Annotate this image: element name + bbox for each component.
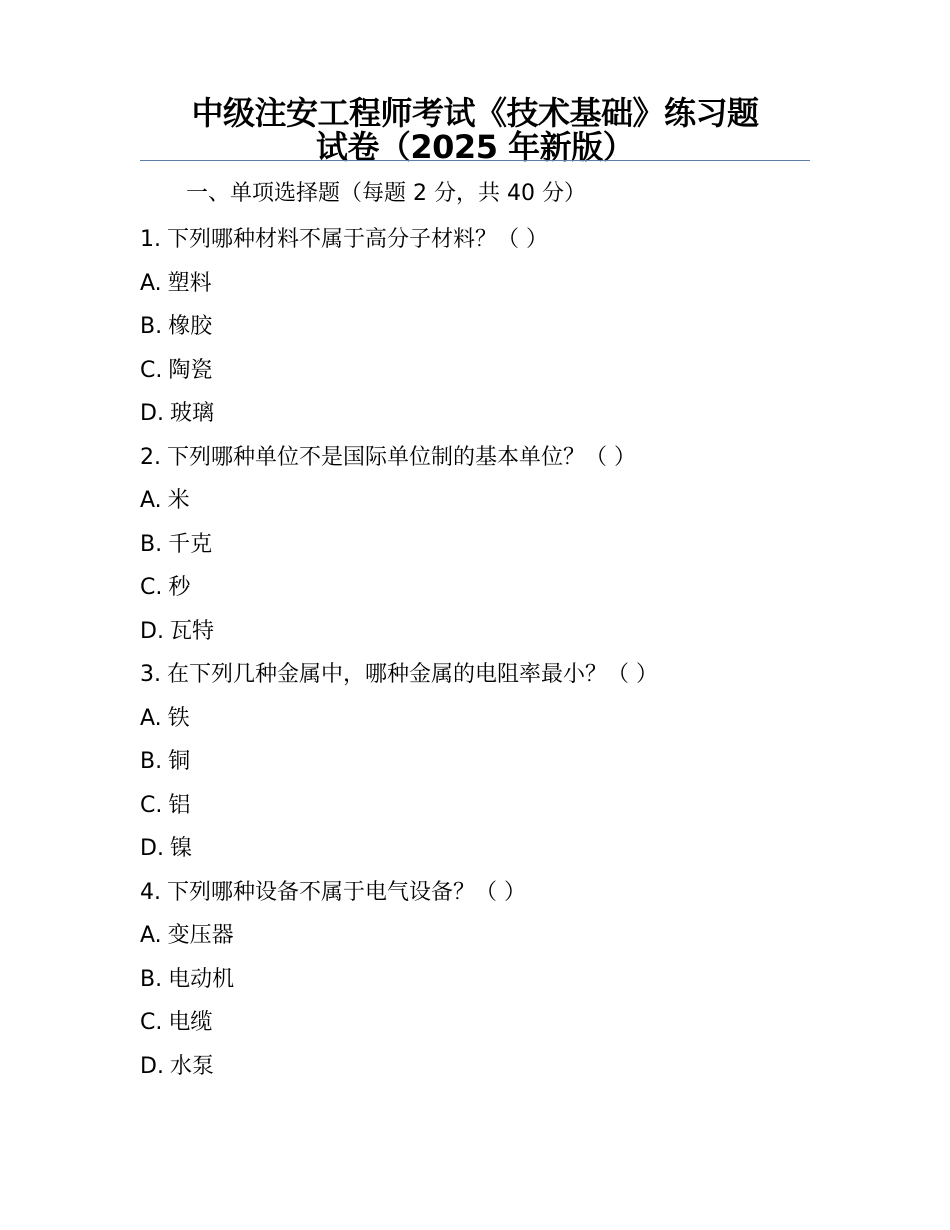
question-3 xyxy=(140,657,820,701)
option-label: D. xyxy=(140,618,164,644)
option-text: 塑料 xyxy=(167,270,212,296)
option-text: 秒 xyxy=(168,575,191,600)
option-label: B. xyxy=(140,531,163,557)
option-text: 橡胶 xyxy=(168,314,213,339)
option-text: 瓦特 xyxy=(169,618,214,644)
option-text: 电动机 xyxy=(168,966,235,992)
question-1-option-d xyxy=(140,396,820,440)
question-list xyxy=(140,222,820,1092)
question-3-option-a xyxy=(140,701,820,745)
question-2 xyxy=(140,440,820,484)
option-label: A. xyxy=(140,270,162,296)
option-label: D. xyxy=(140,836,164,861)
question-number: 2. xyxy=(140,444,161,470)
option-label: B. xyxy=(140,966,163,992)
question-2-option-b xyxy=(140,527,820,571)
question-text: 下列哪种单位不是国际单位制的基本单位？（ ） xyxy=(167,444,636,470)
question-2-option-a xyxy=(140,483,820,527)
option-label: C. xyxy=(140,1010,163,1035)
option-text: 铝 xyxy=(168,792,191,818)
option-label: B. xyxy=(140,314,163,339)
question-text: 下列哪种设备不属于电气设备？（ ） xyxy=(167,879,526,905)
option-text: 千克 xyxy=(168,531,213,557)
option-label: B. xyxy=(140,749,163,774)
option-label: C. xyxy=(140,792,163,818)
option-label: A. xyxy=(140,705,162,731)
option-label: A. xyxy=(140,923,162,948)
option-text: 陶瓷 xyxy=(168,357,213,383)
option-text: 玻璃 xyxy=(169,401,214,426)
option-text: 铜 xyxy=(168,749,191,774)
question-number: 1. xyxy=(140,227,161,252)
question-1-option-c xyxy=(140,353,820,397)
question-1-option-a xyxy=(140,266,820,310)
option-label: C. xyxy=(140,575,163,600)
option-text: 镍 xyxy=(169,836,192,861)
question-4-option-a xyxy=(140,918,820,962)
question-3-option-c xyxy=(140,788,820,832)
option-text: 电缆 xyxy=(168,1010,213,1035)
option-label: D. xyxy=(140,1053,164,1079)
title-line-1: 中级注安工程师考试《技术基础》练习题 xyxy=(191,94,759,132)
question-2-option-c xyxy=(140,570,820,614)
question-text: 下列哪种材料不属于高分子材料？（ ） xyxy=(167,227,548,252)
option-label: C. xyxy=(140,357,163,383)
question-text: 在下列几种金属中，哪种金属的电阻率最小？（ ） xyxy=(167,662,658,687)
option-label: A. xyxy=(140,488,162,513)
title-underline xyxy=(140,160,810,161)
option-text: 变压器 xyxy=(167,923,234,948)
question-4-option-b xyxy=(140,962,820,1006)
question-1 xyxy=(140,222,820,266)
question-4 xyxy=(140,875,820,919)
option-text: 水泵 xyxy=(169,1053,214,1079)
question-3-option-d xyxy=(140,831,820,875)
question-number: 3. xyxy=(140,662,161,687)
title-line-2: 试卷（2025 年新版） xyxy=(315,128,635,166)
question-4-option-d xyxy=(140,1049,820,1093)
question-4-option-c xyxy=(140,1005,820,1049)
section-heading: 一、单项选择题（每题 2 分，共 40 分） xyxy=(186,181,586,206)
question-number: 4. xyxy=(140,879,161,905)
option-label: D. xyxy=(140,401,164,426)
question-1-option-b xyxy=(140,309,820,353)
option-text: 米 xyxy=(167,488,190,513)
document-title xyxy=(140,96,810,164)
option-text: 铁 xyxy=(167,705,190,731)
question-2-option-d xyxy=(140,614,820,658)
question-3-option-b xyxy=(140,744,820,788)
